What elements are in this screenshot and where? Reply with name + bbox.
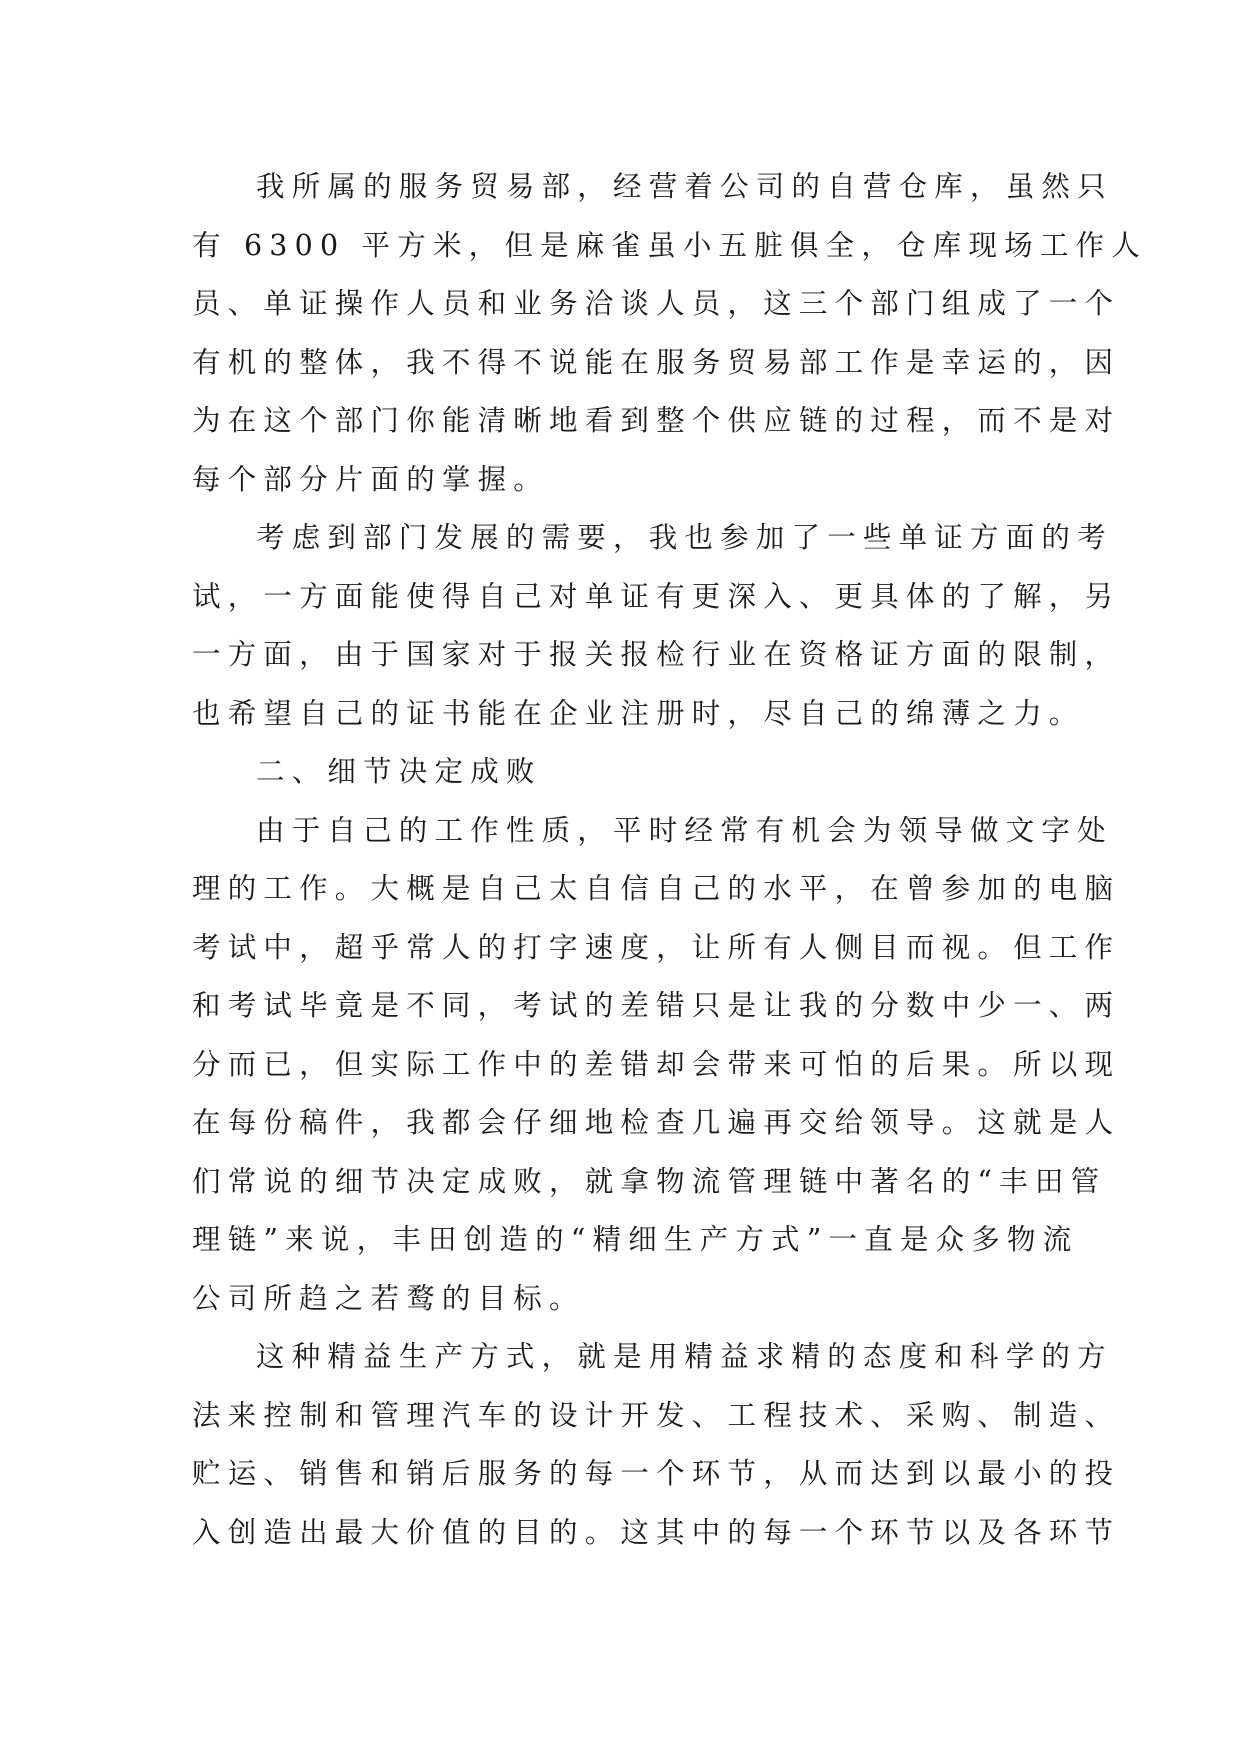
text-line: 员、单证操作人员和业务洽谈人员，这三个部门组成了一个 xyxy=(192,287,1121,320)
text-line: 一方面，由于国家对于报关报检行业在资格证方面的限制， xyxy=(192,638,1121,671)
text-line: 分而已，但实际工作中的差错却会带来可怕的后果。所以现 xyxy=(192,1047,1121,1081)
text-line: 有 6300 平方米，但是麻雀虽小五脏俱全，仓库现场工作人 xyxy=(192,228,1147,262)
text-line: 二、细节决定成败 xyxy=(256,755,542,788)
text-line: 有机的整体，我不得不说能在服务贸易部工作是幸运的，因 xyxy=(192,345,1121,379)
document-body xyxy=(192,158,1147,1562)
text-line: 和考试毕竟是不同，考试的差错只是让我的分数中少一、两 xyxy=(192,989,1121,1022)
text-line: 考试中，超乎常人的打字速度，让所有人侧目而视。但工作 xyxy=(192,930,1121,964)
text-line: 我所属的服务贸易部，经营着公司的自营仓库，虽然只 xyxy=(256,170,1113,203)
text-line: 考虑到部门发展的需要，我也参加了一些单证方面的考 xyxy=(256,521,1113,554)
text-line: 公司所趋之若鹜的目标。 xyxy=(192,1281,585,1315)
text-line: 为在这个部门你能清晰地看到整个供应链的过程，而不是对 xyxy=(192,404,1121,437)
text-line: 法来控制和管理汽车的设计开发、工程技术、采购、制造、 xyxy=(192,1398,1121,1432)
text-line: 入创造出最大价值的目的。这其中的每一个环节以及各环节 xyxy=(192,1515,1121,1549)
text-line: 贮运、销售和销后服务的每一个环节，从而达到以最小的投 xyxy=(192,1457,1121,1490)
text-line: 每个部分片面的掌握。 xyxy=(192,462,550,496)
text-line: 试，一方面能使得自己对单证有更深入、更具体的了解，另 xyxy=(192,579,1121,613)
text-line: 理链”来说，丰田创造的“精细生产方式”一直是众多物流 xyxy=(192,1223,1079,1256)
text-line: 理的工作。大概是自己太自信自己的水平，在曾参加的电脑 xyxy=(192,872,1121,905)
text-line: 在每份稿件，我都会仔细地检查几遍再交给领导。这就是人 xyxy=(192,1106,1121,1139)
text-line: 们常说的细节决定成败，就拿物流管理链中著名的“丰田管 xyxy=(192,1164,1107,1198)
text-line: 也希望自己的证书能在企业注册时，尽自己的绵薄之力。 xyxy=(192,696,1085,730)
text-line: 这种精益生产方式，就是用精益求精的态度和科学的方 xyxy=(256,1340,1113,1373)
text-line: 由于自己的工作性质，平时经常有机会为领导做文字处 xyxy=(256,813,1113,847)
